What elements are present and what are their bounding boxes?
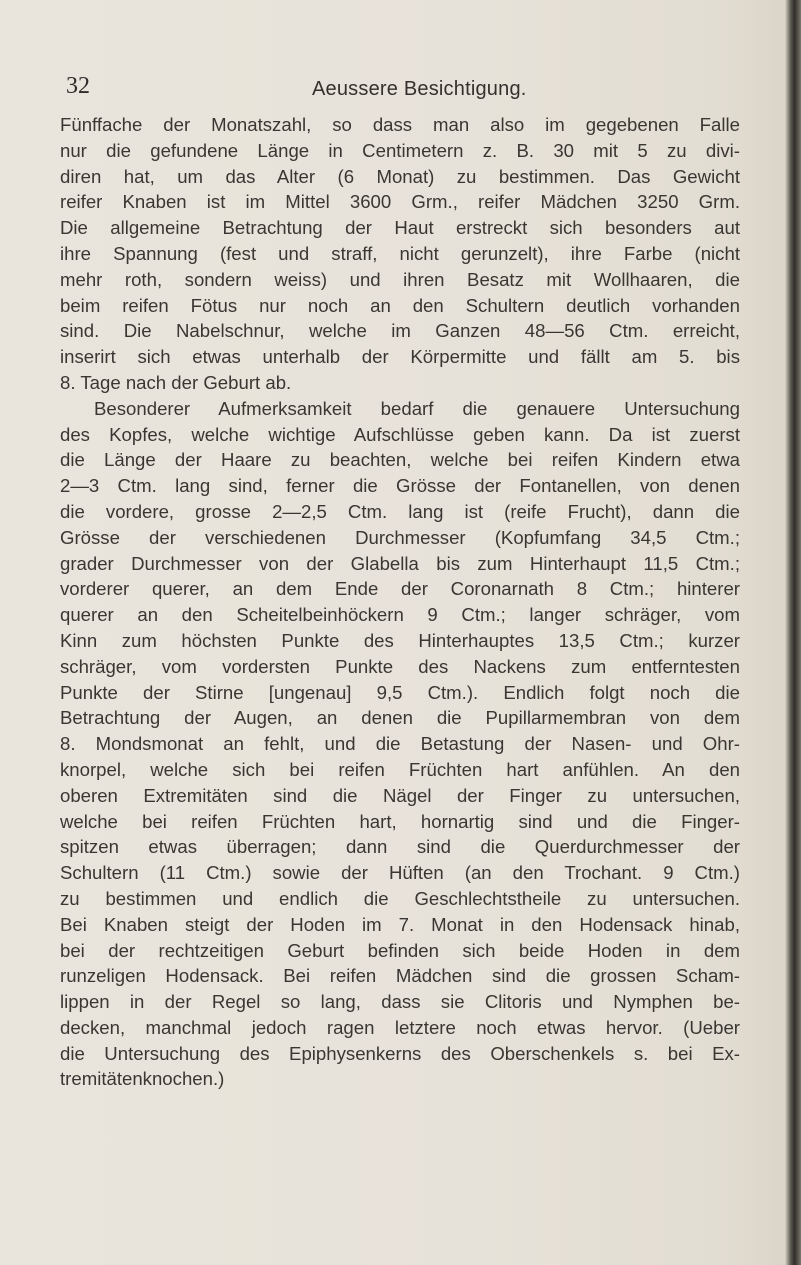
text-line: 8. Mondsmonat an fehlt, und die Betastung der Nasen- und Ohr- [60, 733, 740, 755]
text-line: Bei Knaben steigt der Hoden im 7. Monat in den Hodensack hinab, [60, 913, 740, 935]
text-line: reifer Knaben ist im Mittel 3600 Grm., reifer Mädchen 3250 Grm. [60, 191, 740, 213]
text-line: zu bestimmen und endlich die Geschlechtstheile zu untersuchen. [60, 887, 740, 909]
text-line: lippen in der Regel so lang, dass sie Clitoris und Nymphen be- [60, 991, 740, 1013]
text-line: 8. Tage nach der Geburt ab. [60, 371, 292, 393]
text-line: decken, manchmal jedoch ragen letztere noch etwas hervor. (Ueber [60, 1016, 740, 1038]
running-title: Aeussere Besichtigung. [312, 78, 527, 100]
text-line: tremitätenknochen.) [60, 1068, 225, 1090]
text-line: grader Durchmesser von der Glabella bis zum Hinterhaupt 11,5 Ctm.; [60, 552, 740, 574]
text-line: Besonderer Aufmerksamkeit bedarf die genauere Untersuchung [94, 397, 740, 419]
text-line: schräger, vom vordersten Punkte des Nackens zum entferntesten [60, 655, 740, 677]
text-line: Schultern (11 Ctm.) sowie der Hüften (an den Trochant. 9 Ctm.) [60, 862, 740, 884]
text-line: diren hat, um das Alter (6 Monat) zu bestimmen. Das Gewicht [60, 165, 740, 187]
text-line: Fünffache der Monatszahl, so dass man also im gegebenen Falle [60, 114, 740, 135]
text-line: mehr roth, sondern weiss) und ihren Besatz mit Wollhaaren, die [60, 268, 740, 290]
book-edge-shadow [785, 0, 801, 1265]
text-line: runzeligen Hodensack. Bei reifen Mädchen sind die grossen Scham- [60, 965, 740, 987]
text-line: nur die gefundene Länge in Centimetern z. B. 30 mit 5 zu divi- [60, 139, 740, 161]
text-line: oberen Extremitäten sind die Nägel der Finger zu untersuchen, [60, 784, 740, 806]
text-line: sind. Die Nabelschnur, welche im Ganzen 48—56 Ctm. erreicht, [60, 320, 740, 342]
body-text [60, 112, 740, 1092]
text-line: die vordere, grosse 2—2,5 Ctm. lang ist (reife Frucht), dann die [60, 500, 740, 522]
text-line: die Untersuchung des Epiphysenkerns des Oberschenkels s. bei Ex- [60, 1042, 740, 1064]
text-line: des Kopfes, welche wichtige Aufschlüsse geben kann. Da ist zuerst [60, 423, 740, 445]
text-line: 2—3 Ctm. lang sind, ferner die Grösse der Fontanellen, von denen [60, 475, 740, 497]
text-line: inserirt sich etwas unterhalb der Körpermitte und fällt am 5. bis [60, 346, 740, 368]
page-number: 32 [66, 73, 90, 99]
text-line: welche bei reifen Früchten hart, hornartig sind und die Finger- [60, 810, 740, 832]
text-line: Grösse der verschiedenen Durchmesser (Kopfumfang 34,5 Ctm.; [60, 526, 740, 548]
text-line: Die allgemeine Betrachtung der Haut erstreckt sich besonders aut [60, 217, 740, 239]
text-line: vorderer querer, an dem Ende der Coronarnath 8 Ctm.; hinterer [60, 578, 740, 600]
text-line: ihre Spannung (fest und straff, nicht gerunzelt), ihre Farbe (nicht [60, 242, 740, 264]
text-line: die Länge der Haare zu beachten, welche bei reifen Kindern etwa [60, 449, 740, 471]
text-line: beim reifen Fötus nur noch an den Schultern deutlich vorhanden [60, 294, 740, 316]
text-line: Kinn zum höchsten Punkte des Hinterhauptes 13,5 Ctm.; kurzer [60, 629, 740, 651]
text-line: Betrachtung der Augen, an denen die Pupillarmembran von dem [60, 707, 740, 729]
text-line: spitzen etwas überragen; dann sind die Querdurchmesser der [60, 836, 740, 858]
text-line: querer an den Scheitelbeinhöckern 9 Ctm.; langer schräger, vom [60, 604, 740, 626]
text-line: bei der rechtzeitigen Geburt befinden sich beide Hoden in dem [60, 939, 740, 961]
text-line: Punkte der Stirne [ungenau] 9,5 Ctm.). Endlich folgt noch die [60, 681, 740, 703]
text-line: knorpel, welche sich bei reifen Früchten hart anfühlen. An den [60, 758, 740, 780]
